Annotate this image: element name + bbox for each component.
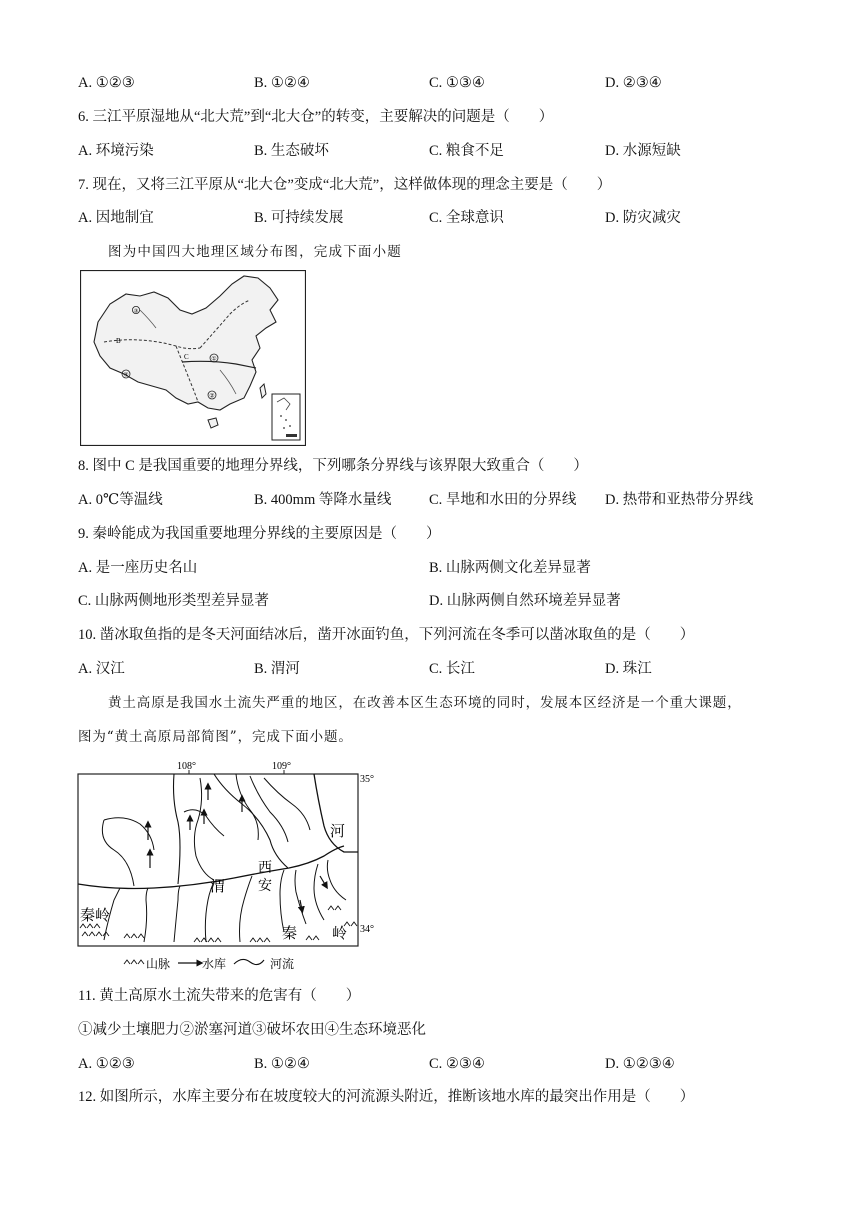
q5-option-d: D. ②③④ <box>605 75 662 91</box>
map1-label-c: C <box>184 353 189 361</box>
south-china-sea-inset <box>272 394 300 440</box>
map1-label-1: ① <box>211 356 217 363</box>
map1-label-b: B <box>116 337 121 345</box>
map2-lon-109: 109° <box>272 761 291 772</box>
q9-stem: 9. 秦岭能成为我国重要地理分界线的主要原因是（ ） <box>78 526 441 542</box>
map2-lat-35: 35° <box>360 774 374 785</box>
map2-label-qin: 秦 <box>282 926 298 942</box>
q11-option-c: C. ②③④ <box>429 1056 485 1072</box>
q7-option-c: C. 全球意识 <box>429 210 504 226</box>
map2-lon-108: 108° <box>177 761 196 772</box>
china-regions-map <box>80 270 306 446</box>
loess-plateau-map <box>74 760 394 975</box>
q7-stem: 7. 现在，又将三江平原从“北大仓”变成“北大荒”，这样做体现的理念主要是（ ） <box>78 177 612 193</box>
q11-option-d: D. ①②③④ <box>605 1056 675 1072</box>
map2-label-wei: 渭 <box>210 879 226 895</box>
q10-option-a: A. 汉江 <box>78 661 125 677</box>
map2-label-he: 河 <box>330 824 346 840</box>
map1-label-2: ② <box>209 393 215 400</box>
q8-option-d: D. 热带和亚热带分界线 <box>605 492 754 508</box>
q8-option-c: C. 旱地和水田的分界线 <box>429 492 577 508</box>
q7-option-d: D. 防灾减灾 <box>605 210 681 226</box>
q6-option-d: D. 水源短缺 <box>605 143 681 159</box>
q9-option-c: C. 山脉两侧地形类型差异显著 <box>78 593 269 609</box>
q9-option-d: D. 山脉两侧自然环境差异显著 <box>429 593 621 609</box>
q9-option-b: B. 山脉两侧文化差异显著 <box>429 560 591 576</box>
legend-mountain-label: 山脉 <box>146 957 171 971</box>
map1-label-3: ③ <box>133 308 139 315</box>
q6-option-a: A. 环境污染 <box>78 143 154 159</box>
q8-stem: 8. 图中 C 是我国重要的地理分界线，下列哪条分界线与该界限大致重合（ ） <box>78 458 588 474</box>
map2-label-ling: 岭 <box>332 926 348 942</box>
q11-option-b: B. ①②④ <box>254 1056 310 1072</box>
q8-option-a: A. 0℃等温线 <box>78 492 163 508</box>
legend-reservoir-label: 水库 <box>202 957 227 971</box>
q10-stem: 10. 凿冰取鱼指的是冬天河面结冰后，凿开冰面钓鱼，下列河流在冬季可以凿冰取鱼的是（ ） <box>78 627 695 643</box>
map2-intro-line1: 黄土高原是我国水土流失严重的地区，在改善本区生态环境的同时，发展本区经济是一个重大课题， <box>108 695 742 711</box>
q5-option-b: B. ①②④ <box>254 75 310 91</box>
q6-stem: 6. 三江平原湿地从“北大荒”到“北大仓”的转变，主要解决的问题是（ ） <box>78 109 554 125</box>
map1-intro: 图为中国四大地理区域分布图，完成下面小题 <box>108 244 402 260</box>
q10-option-d: D. 珠江 <box>605 661 652 677</box>
map1-label-4: ④ <box>123 372 129 379</box>
map2-label-xi: 西 <box>258 861 272 876</box>
q7-option-b: B. 可持续发展 <box>254 210 344 226</box>
q8-option-b: B. 400mm 等降水量线 <box>254 492 392 508</box>
q6-option-b: B. 生态破坏 <box>254 143 329 159</box>
q12-stem: 12. 如图所示，水库主要分布在坡度较大的河流源头附近，推断该地水库的最突出作用是（ ） <box>78 1089 695 1105</box>
q9-option-a: A. 是一座历史名山 <box>78 560 198 576</box>
legend-river-label: 河流 <box>270 957 295 971</box>
q5-option-c: C. ①③④ <box>429 75 485 91</box>
q11-stem: 11. 黄土高原水土流失带来的危害有（ ） <box>78 988 361 1004</box>
q10-option-b: B. 渭河 <box>254 661 300 677</box>
map2-label-an: 安 <box>258 879 272 894</box>
q5-option-a: A. ①②③ <box>78 75 135 91</box>
map2-label-qinling-west: 秦岭 <box>80 908 111 924</box>
q11-option-a: A. ①②③ <box>78 1056 135 1072</box>
legend-river-icon <box>234 959 264 964</box>
legend-mountain-icon <box>124 960 144 964</box>
map2-intro-line2: 图为“黄土高原局部简图”，完成下面小题。 <box>78 729 353 745</box>
map2-lat-34: 34° <box>360 924 374 935</box>
q7-option-a: A. 因地制宜 <box>78 210 154 226</box>
map2-legend <box>124 956 294 971</box>
q11-items: ①减少土壤肥力②淤塞河道③破坏农田④生态环境恶化 <box>78 1022 426 1038</box>
q6-option-c: C. 粮食不足 <box>429 143 504 159</box>
q10-option-c: C. 长江 <box>429 661 475 677</box>
